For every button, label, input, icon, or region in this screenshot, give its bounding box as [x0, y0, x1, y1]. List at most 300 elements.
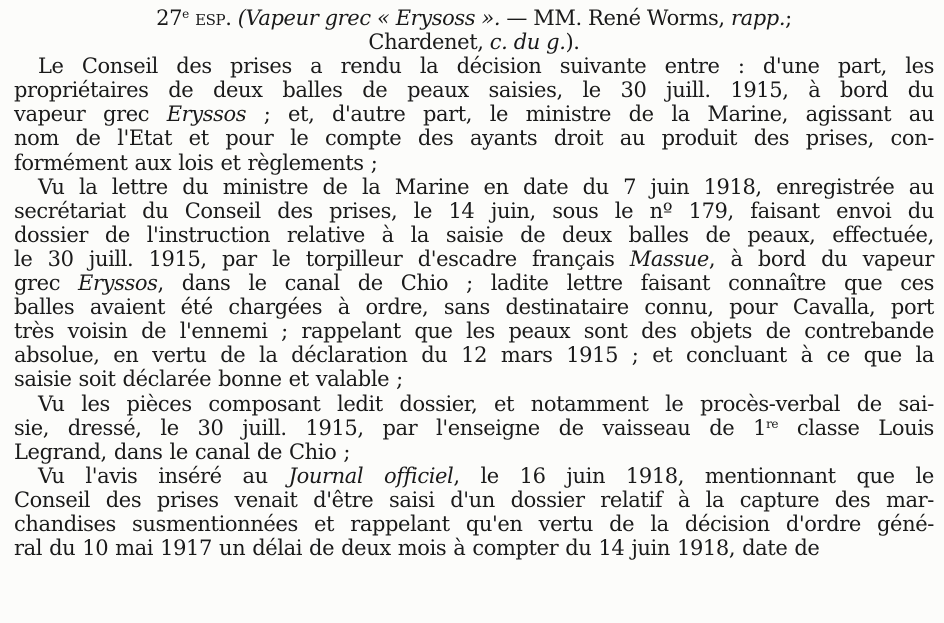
- word: Legrand,: [14, 439, 107, 464]
- word: connaître: [728, 271, 827, 296]
- word: part,: [422, 102, 473, 127]
- word: pièces: [126, 391, 192, 416]
- text-line: [14, 247, 934, 271]
- word: et: [652, 343, 673, 368]
- word: lettre: [111, 174, 168, 199]
- word: les: [466, 319, 495, 344]
- text-line: [14, 151, 934, 175]
- word: du: [49, 536, 76, 561]
- word: et: [313, 511, 335, 536]
- word: rendu: [340, 54, 402, 79]
- word: soit: [78, 367, 116, 392]
- word: et: [220, 150, 241, 175]
- word: de: [558, 415, 584, 440]
- word: de: [794, 536, 820, 561]
- word: à: [381, 222, 394, 247]
- word: canal: [194, 439, 250, 464]
- word: effectuée,: [832, 222, 934, 247]
- word: le: [248, 271, 267, 296]
- word: con-: [890, 126, 934, 151]
- word: que: [863, 343, 902, 368]
- word: saisi: [389, 487, 435, 512]
- word: français: [532, 246, 615, 271]
- word: à: [730, 246, 743, 271]
- word: déclarée: [122, 367, 212, 392]
- word: notamment: [530, 391, 649, 416]
- word: secrétariat: [14, 198, 126, 223]
- word: Massue,: [629, 246, 716, 271]
- word: les: [905, 54, 934, 79]
- rapp-label: rapp.: [731, 6, 786, 30]
- word: délai: [252, 536, 303, 561]
- case-number: 27e esp.: [156, 6, 232, 30]
- paragraph: [14, 392, 934, 464]
- text-line: [14, 343, 934, 367]
- word: lois: [178, 150, 214, 175]
- word: ;: [396, 367, 403, 392]
- word: juin,: [490, 198, 536, 223]
- word: et: [288, 367, 309, 392]
- word: juin: [566, 463, 606, 488]
- word: juill.: [88, 246, 134, 271]
- word: d'escadre: [417, 246, 517, 271]
- word: des: [176, 54, 212, 79]
- word: 1918,: [677, 536, 736, 561]
- word: absolue,: [14, 343, 100, 368]
- text-line: [14, 102, 934, 126]
- word: susmentionnées: [132, 511, 298, 536]
- word: rappelant: [350, 511, 450, 536]
- word: dossier: [14, 222, 89, 247]
- word: peaux,: [747, 222, 816, 247]
- word: Vu: [38, 174, 65, 199]
- word: de: [220, 343, 246, 368]
- word: de: [609, 511, 635, 536]
- paragraph: [14, 175, 934, 392]
- word: ce: [826, 343, 850, 368]
- text-line: [14, 512, 934, 536]
- word: agissant: [805, 102, 892, 127]
- judges-reporter: MM. René Worms,: [533, 6, 725, 30]
- word: Journal: [288, 463, 364, 488]
- word: mentionnant: [704, 463, 836, 488]
- word: des: [277, 198, 313, 223]
- word: Chio: [288, 439, 337, 464]
- word: peaux: [508, 319, 571, 344]
- word: à: [453, 536, 466, 561]
- word: date: [742, 536, 788, 561]
- word: entre: [664, 54, 720, 79]
- word: et: [494, 391, 515, 416]
- word: été: [180, 295, 213, 320]
- word: le: [413, 198, 433, 223]
- heading-dash: —: [506, 6, 527, 30]
- word: Vu: [38, 391, 65, 416]
- word: classe: [796, 415, 860, 440]
- word: dossier: [510, 487, 585, 512]
- word: torpilleur: [305, 246, 403, 271]
- word: que: [414, 319, 453, 344]
- word: ministre: [525, 102, 612, 127]
- word: contrebande: [804, 319, 934, 344]
- word: 30: [47, 246, 74, 271]
- word: valable: [315, 367, 390, 392]
- word: la: [78, 174, 98, 199]
- word: ;: [343, 439, 351, 464]
- word: balles: [628, 222, 689, 247]
- word: ladite: [490, 271, 549, 296]
- word: du: [421, 343, 448, 368]
- word: canal: [284, 271, 340, 296]
- word: ministre: [222, 174, 309, 199]
- text-line: [14, 78, 934, 102]
- word: relative: [286, 222, 365, 247]
- word: 1915,: [730, 78, 789, 103]
- word: décision: [456, 54, 542, 79]
- word: le: [665, 391, 684, 416]
- word: un: [218, 536, 246, 561]
- word: ces: [900, 271, 934, 296]
- word: d'ordre: [785, 511, 861, 536]
- judges-commissioner: Chardenet,: [368, 30, 484, 55]
- word: lettre: [566, 271, 623, 296]
- heading-line-1: 27e esp. (Vapeur grec « Erysoss ». — MM. René Worms, rapp. ;: [156, 6, 792, 30]
- word: compter: [472, 536, 559, 561]
- word: destinataire: [505, 295, 629, 320]
- word: a: [310, 54, 323, 79]
- word: 7: [623, 174, 637, 199]
- word: compte: [325, 126, 402, 151]
- word: dans: [113, 439, 163, 464]
- word: officiel,: [384, 463, 460, 488]
- word: venait: [234, 487, 298, 512]
- word: le: [489, 102, 509, 127]
- word: ;: [281, 319, 288, 344]
- word: très: [14, 319, 55, 344]
- word: produit: [661, 126, 738, 151]
- word: 1915,: [305, 415, 364, 440]
- word: la: [259, 343, 278, 368]
- text-line: [14, 54, 934, 78]
- word: mar-: [885, 487, 934, 512]
- word: Marine: [394, 174, 470, 199]
- word: formément: [14, 150, 128, 175]
- word: dans: [181, 271, 231, 296]
- word: avaient: [89, 295, 166, 320]
- word: bord: [757, 246, 806, 271]
- word: le: [480, 463, 499, 488]
- word: sie,: [14, 415, 49, 440]
- word: au: [908, 174, 934, 199]
- word: décision: [684, 511, 770, 536]
- word: la: [361, 174, 381, 199]
- word: vapeur: [14, 102, 86, 127]
- word: des: [417, 126, 454, 151]
- text-line: [14, 295, 934, 319]
- word: pour: [729, 295, 778, 320]
- word: 1915,: [148, 246, 207, 271]
- document-text: [14, 6, 934, 560]
- word: droit: [553, 126, 604, 151]
- text-line: [14, 416, 934, 440]
- word: du: [907, 78, 934, 103]
- word: envoi: [836, 198, 892, 223]
- word: juin: [631, 536, 670, 561]
- word: mars: [500, 343, 553, 368]
- vessel-title: (Vapeur grec « Erysoss ».: [237, 6, 501, 30]
- word: faisant: [750, 198, 820, 223]
- heading-line-2: Chardenet, c. du g. ).: [368, 30, 580, 55]
- word: vertu: [538, 511, 593, 536]
- word: ;: [466, 271, 473, 296]
- word: des: [753, 126, 790, 151]
- word: de: [309, 536, 335, 561]
- word: la: [419, 54, 439, 79]
- word: de: [628, 102, 654, 127]
- word: mois: [397, 536, 447, 561]
- word: nº: [649, 198, 673, 223]
- word: à: [808, 78, 821, 103]
- word: des: [834, 487, 871, 512]
- word: suivante: [559, 54, 647, 79]
- word: saisies,: [488, 78, 563, 103]
- word: la: [650, 511, 669, 536]
- word: en: [483, 174, 509, 199]
- word: le: [614, 198, 634, 223]
- word: de: [520, 222, 546, 247]
- word: peaux: [407, 78, 469, 103]
- word: le: [160, 415, 179, 440]
- text-line: [14, 464, 934, 488]
- word: de: [357, 271, 383, 296]
- word: voisin: [67, 319, 128, 344]
- text-line: [14, 126, 934, 150]
- word: l'instruction: [146, 222, 271, 247]
- word: nom: [14, 126, 59, 151]
- word: de: [141, 319, 167, 344]
- word: prises: [230, 54, 292, 79]
- word: dressé,: [67, 415, 142, 440]
- word: de: [362, 78, 388, 103]
- word: que: [856, 463, 895, 488]
- word: Conseil: [14, 487, 91, 512]
- text-line: [14, 367, 934, 391]
- word: des: [105, 487, 142, 512]
- word: procès-verbal: [700, 391, 841, 416]
- word: chargées: [228, 295, 323, 320]
- text-line: [14, 319, 934, 343]
- word: au: [908, 102, 934, 127]
- word: le: [582, 78, 601, 103]
- word: pour: [225, 126, 274, 151]
- word: l'enseigne: [436, 415, 540, 440]
- word: de: [705, 222, 731, 247]
- word: d'un: [450, 487, 495, 512]
- word: sous: [552, 198, 599, 223]
- word: à: [800, 343, 813, 368]
- word: 30: [197, 415, 224, 440]
- word: à: [677, 487, 690, 512]
- word: du: [821, 246, 848, 271]
- word: vertu: [152, 343, 207, 368]
- word: par: [382, 415, 418, 440]
- text-line: [14, 271, 934, 295]
- word: 1re: [753, 415, 779, 440]
- word: à: [337, 295, 350, 320]
- word: de: [765, 319, 791, 344]
- word: de: [75, 126, 101, 151]
- word: concluant: [686, 343, 787, 368]
- word: d'une: [762, 54, 820, 79]
- word: ledit: [337, 391, 383, 416]
- word: deux: [341, 536, 391, 561]
- word: le: [14, 246, 33, 271]
- word: date: [523, 174, 569, 199]
- word: Conseil: [184, 198, 261, 223]
- body-text: [14, 54, 934, 560]
- word: Eryssos,: [78, 271, 164, 296]
- word: 1917: [160, 536, 212, 561]
- word: aux: [134, 150, 172, 175]
- text-line: [14, 199, 934, 223]
- word: règlements: [247, 150, 364, 175]
- word: de: [856, 391, 882, 416]
- word: juin: [650, 174, 690, 199]
- word: connu,: [644, 295, 714, 320]
- word: rappelant: [301, 319, 401, 344]
- word: 14: [598, 536, 625, 561]
- word: balles: [282, 78, 343, 103]
- word: deux: [212, 78, 263, 103]
- word: ;: [631, 343, 639, 368]
- word: saisie: [14, 367, 72, 392]
- word: le: [272, 246, 291, 271]
- word: du: [907, 198, 934, 223]
- word: part,: [837, 54, 887, 79]
- word: prises: [156, 487, 219, 512]
- word: composant: [208, 391, 321, 416]
- paragraph: [14, 464, 934, 560]
- word: saisie: [445, 222, 504, 247]
- word: au: [619, 126, 646, 151]
- word: de: [256, 439, 282, 464]
- word: l'ennemi: [179, 319, 268, 344]
- word: 16: [519, 463, 546, 488]
- word: sont: [583, 319, 628, 344]
- word: Le: [38, 54, 64, 79]
- word: relatif: [600, 487, 663, 512]
- word: 1915: [566, 343, 619, 368]
- word: ;: [263, 102, 271, 127]
- word: le: [169, 439, 188, 464]
- word: bonne: [218, 367, 282, 392]
- word: que: [844, 271, 883, 296]
- word: et,: [288, 102, 315, 127]
- word: enregistrée: [776, 174, 895, 199]
- word: géné-: [877, 511, 934, 536]
- word: dossier,: [399, 391, 478, 416]
- word: port: [890, 295, 934, 320]
- word: par: [222, 246, 257, 271]
- word: 179,: [688, 198, 734, 223]
- word: des: [641, 319, 677, 344]
- word: la: [410, 222, 430, 247]
- word: d'être: [313, 487, 374, 512]
- word: capture: [739, 487, 820, 512]
- word: qu'en: [465, 511, 523, 536]
- text-line: [14, 440, 934, 464]
- word: Marine,: [707, 102, 788, 127]
- word: grec: [14, 271, 61, 296]
- word: du: [142, 198, 169, 223]
- word: du: [582, 174, 609, 199]
- word: Chio: [400, 271, 449, 296]
- text-line: [14, 488, 934, 512]
- word: deux: [562, 222, 612, 247]
- word: vaisseau: [602, 415, 691, 440]
- word: grec: [103, 102, 150, 127]
- word: :: [737, 54, 745, 79]
- word: du: [565, 536, 592, 561]
- word: du: [182, 174, 209, 199]
- word: 10: [82, 536, 109, 561]
- word: juill.: [242, 415, 287, 440]
- word: et: [188, 126, 209, 151]
- word: déclaration: [291, 343, 408, 368]
- word: le: [290, 126, 309, 151]
- text-line: [14, 536, 934, 560]
- word: la: [671, 102, 690, 127]
- word: balles: [14, 295, 75, 320]
- word: ordre,: [365, 295, 429, 320]
- text-line: [14, 392, 934, 416]
- word: juill.: [666, 78, 711, 103]
- word: le: [915, 463, 934, 488]
- word: vapeur: [862, 246, 934, 271]
- word: 1918,: [703, 174, 762, 199]
- word: prises,: [329, 198, 398, 223]
- word: 14: [448, 198, 475, 223]
- word: ayants: [469, 126, 538, 151]
- word: en: [113, 343, 139, 368]
- word: mai: [115, 536, 154, 561]
- word: ral: [14, 536, 43, 561]
- word: sai-: [898, 391, 934, 416]
- word: Cavalla,: [792, 295, 876, 320]
- word: de: [709, 415, 735, 440]
- word: chandises: [14, 511, 116, 536]
- word: de: [322, 174, 348, 199]
- word: prises,: [805, 126, 874, 151]
- word: de: [104, 222, 130, 247]
- word: l'avis: [85, 463, 138, 488]
- word: Vu: [38, 463, 65, 488]
- word: 12: [461, 343, 488, 368]
- paragraph: [14, 54, 934, 174]
- word: les: [81, 391, 110, 416]
- text-line: [14, 223, 934, 247]
- text-line: [14, 175, 934, 199]
- word: l'Etat: [117, 126, 173, 151]
- word: propriétaires: [14, 78, 149, 103]
- word: Louis: [878, 415, 934, 440]
- word: de: [168, 78, 194, 103]
- word: Eryssos: [166, 102, 247, 127]
- word: Conseil: [81, 54, 158, 79]
- cdug-label: c. du g.: [489, 30, 566, 55]
- word: 1918,: [625, 463, 685, 488]
- word: au: [242, 463, 268, 488]
